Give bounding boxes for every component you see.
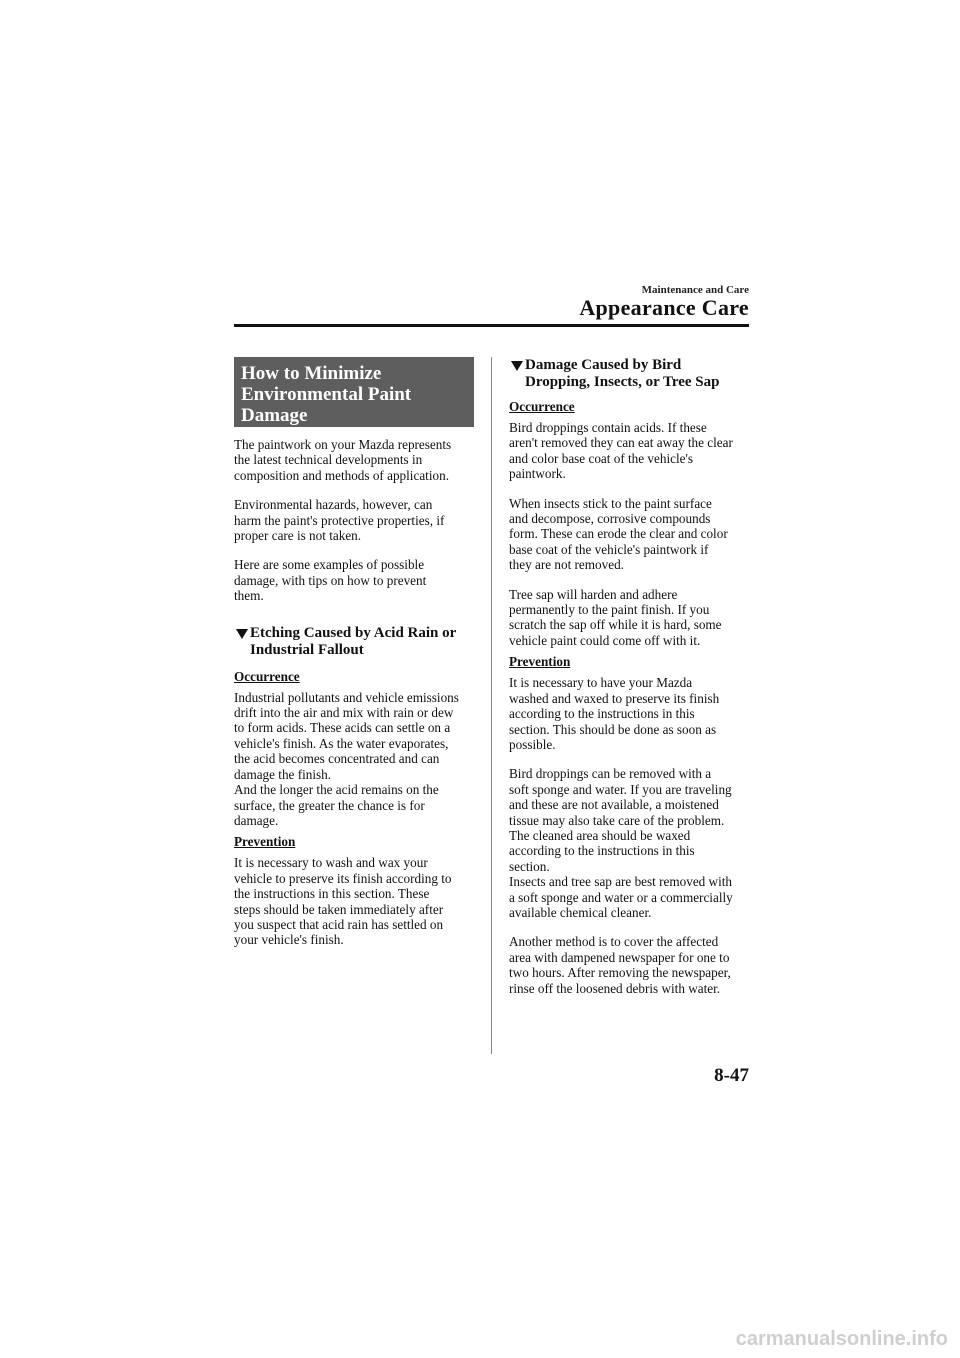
occurrence-paragraph: Industrial pollutants and vehicle emissions drift into the air and mix with rain or dew to form acids. These acids can settle on a vehicle's finish. As the water evaporates, the acid becomes concentrated and can damage the finish. And the longer the acid remains on the surface, the greater the chance is for damage. bbox=[234, 689, 459, 828]
section-title-box bbox=[234, 357, 474, 427]
prevention-paragraph: It is necessary to have your Mazda washed and waxed to preserve its finish according to the instructions in this section. This should be done as soon as possible. bbox=[509, 675, 720, 752]
subsection-title-line: Industrial Fallout bbox=[250, 641, 364, 658]
right-column bbox=[509, 357, 749, 996]
intro-paragraph: Here are some examples of possible damage, with tips on how to prevent them. bbox=[234, 557, 427, 604]
page-number: 8-47 bbox=[714, 1065, 749, 1086]
subsection-title-line: Etching Caused by Acid Rain or bbox=[250, 624, 457, 641]
occurrence-paragraph: When insects stick to the paint surface and decompose, corrosive compounds form. These can erode the clear and color base coat of the vehicle's paintwork if they are not removed. bbox=[509, 495, 728, 573]
prevention-paragraph: Bird droppings can be removed with a soft sponge and water. If you are traveling and these are not available, a moistened tissue may also take care of the problem. The cleaned area should be waxed according to the instructions in this section. Insects and tree sap are best removed with a soft sponge and water or a commercially available chemical cleaner. bbox=[509, 766, 733, 920]
prevention-label: Prevention bbox=[234, 834, 296, 850]
intro-paragraph: Environmental hazards, however, can harm the paint's protective properties, if proper care is not taken. bbox=[234, 497, 445, 544]
triangle-bullet-icon bbox=[511, 361, 523, 371]
triangle-bullet-icon bbox=[236, 629, 248, 639]
chapter-label: Maintenance and Care bbox=[641, 284, 749, 296]
left-column bbox=[234, 357, 474, 948]
header-rule bbox=[234, 324, 749, 327]
page-header-title: Appearance Care bbox=[579, 295, 749, 320]
occurrence-label: Occurrence bbox=[509, 399, 575, 414]
subsection-title-line: Dropping, Insects, or Tree Sap bbox=[525, 374, 720, 390]
section-title-line: Damage bbox=[241, 405, 308, 426]
subsection-heading-acid-rain bbox=[234, 625, 474, 659]
prevention-paragraph: It is necessary to wash and wax your vehicle to preserve its finish according to the instructions in this section. These steps should be taken immediately after you suspect that acid rain has settled on your vehicle's finish. bbox=[234, 855, 452, 948]
section-title-line: How to Minimize bbox=[241, 363, 382, 384]
subsection-heading-bird-droppings bbox=[509, 357, 749, 391]
subsection-title-line: Damage Caused by Bird bbox=[525, 357, 682, 373]
section-title-line: Environmental Paint bbox=[241, 384, 412, 405]
column-divider bbox=[491, 357, 492, 1054]
prevention-label: Prevention bbox=[509, 654, 571, 670]
occurrence-paragraph: Bird droppings contain acids. If these aren't removed they can eat away the clear and color base coat of the vehicle's paintwork. bbox=[509, 420, 733, 482]
intro-paragraph: The paintwork on your Mazda represents the latest technical developments in composition and methods of application. bbox=[234, 437, 452, 483]
occurrence-paragraph: Tree sap will harden and adhere permanently to the paint finish. If you scratch the sap off while it is hard, some vehicle paint could come off with it. bbox=[509, 586, 722, 648]
watermark: carmanualsonline.info bbox=[735, 1328, 948, 1350]
prevention-paragraph: Another method is to cover the affected area with dampened newspaper for one to two hours. After removing the newspaper, rinse off the loosened debris with water. bbox=[509, 934, 731, 996]
occurrence-label: Occurrence bbox=[234, 668, 300, 684]
